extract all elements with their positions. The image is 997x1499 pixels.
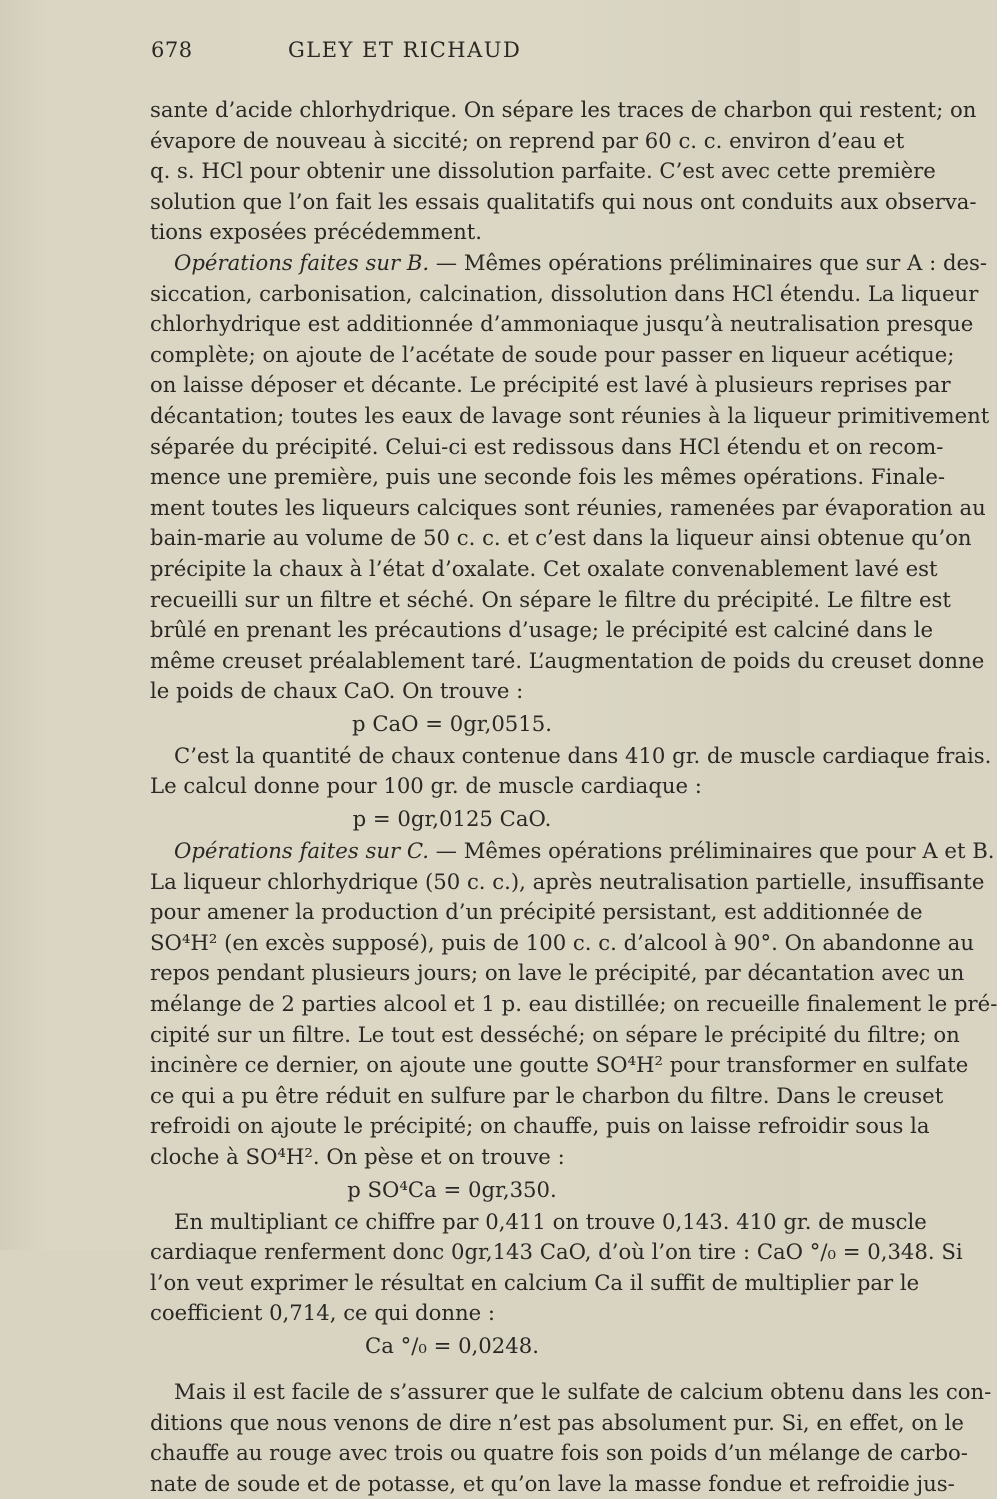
spacer (150, 1363, 742, 1377)
text-line: Mais il est facile de s’assurer que le sulfate de calcium obtenu dans les con- (174, 1378, 992, 1404)
body-text (150, 95, 997, 1499)
section-lead-italic: Opérations faites sur B. (174, 249, 430, 275)
formula: p = 0gr,0125 CaO. (352, 806, 552, 832)
text-line: bain-marie au volume de 50 c. c. et c’est dans la liqueur ainsi obtenue qu’on (150, 525, 972, 551)
text-line: pour amener la production d’un précipité persistant, est additionnée de (150, 899, 923, 925)
paragraph-lead-line (150, 836, 995, 867)
text-line: évapore de nouveau à siccité; on reprend par 60 c. c. environ d’eau et (150, 127, 905, 153)
text-line: cloche à SO⁴H². On pèse et on trouve : (150, 1144, 565, 1169)
text-line: précipite la chaux à l’état d’oxalate. Cet oxalate convenablement lavé est (150, 555, 938, 581)
text-line: coefficient 0,714, ce qui donne : (150, 1300, 496, 1326)
running-title: GLEY ET RICHAUD (288, 38, 522, 62)
text-line: q. s. HCl pour obtenir une dissolution parfaite. C’est avec cette première (150, 158, 936, 184)
text-line: refroidi on ajoute le précipité; on chauffe, puis on laisse refroidir sous la (150, 1113, 930, 1139)
page-header (0, 38, 800, 68)
section-lead-italic: Opérations faites sur C. (174, 838, 430, 864)
text-line: tions exposées précédemment. (150, 219, 483, 245)
text-line: même creuset préalablement taré. L’augmentation de poids du creuset donne (150, 647, 985, 673)
text-line: nate de soude et de potasse, et qu’on lave la masse fondue et refroidie jus- (150, 1470, 955, 1496)
text-fragment: — Mêmes opérations préliminaires que pour A et B. (435, 838, 995, 864)
page-number: 678 (151, 38, 193, 62)
text-line: siccation, carbonisation, calcination, dissolution dans HCl étendu. La liqueur (150, 280, 979, 306)
text-line: ce qui a pu être réduit en sulfure par le charbon du filtre. Dans le creuset (150, 1082, 944, 1108)
text-line: séparée du précipité. Celui-ci est redissous dans HCl étendu et on recom- (150, 433, 944, 459)
text-line: repos pendant plusieurs jours; on lave le précipité, par décantation avec un (150, 960, 965, 986)
text-fragment: — Mêmes opérations préliminaires que sur A : des- (435, 249, 988, 275)
text-line: mence une première, puis une seconde fois les mêmes opérations. Finale- (150, 464, 946, 490)
formula: p SO⁴Ca = 0gr,350. (347, 1176, 557, 1202)
text-line: complète; on ajoute de l’acétate de soude pour passer en liqueur acétique; (150, 341, 955, 367)
text-line: incinère ce dernier, on ajoute une goutte SO⁴H² pour transformer en sulfate (150, 1052, 969, 1078)
text-line: Le calcul donne pour 100 gr. de muscle cardiaque : (150, 773, 702, 799)
text-line: décantation; toutes les eaux de lavage sont réunies à la liqueur primitivement (150, 402, 990, 428)
text-line: cipité sur un filtre. Le tout est desséché; on sépare le précipité du filtre; on (150, 1021, 960, 1047)
text-line: ment toutes les liqueurs calciques sont réunies, ramenées par évaporation au (150, 494, 986, 520)
text-line: l’on veut exprimer le résultat en calcium Ca il suffit de multiplier par le (150, 1269, 920, 1295)
text-line: SO⁴H² (en excès supposé), puis de 100 c. c. d’alcool à 90°. On abandonne au (150, 929, 974, 955)
text-line: on laisse déposer et décante. Le précipité est lavé à plusieurs reprises par (150, 372, 951, 398)
text-line: chauffe au rouge avec trois ou quatre fois son poids d’un mélange de carbo- (150, 1440, 968, 1466)
text-line: mélange de 2 parties alcool et 1 p. eau distillée; on recueille finalement le pré- (150, 991, 997, 1017)
text-line: La liqueur chlorhydrique (50 c. c.), après neutralisation partielle, insuffisante (150, 868, 985, 894)
paragraph-lead-line (150, 248, 988, 279)
text-line: solution que l’on fait les essais qualitatifs qui nous ont conduits aux observa- (150, 188, 977, 214)
text-line: En multipliant ce chiffre par 0,411 on trouve 0,143. 410 gr. de muscle (174, 1208, 927, 1234)
text-line: sante d’acide chlorhydrique. On sépare les traces de charbon qui restent; on (150, 97, 977, 122)
text-line: chlorhydrique est additionnée d’ammoniaque jusqu’à neutralisation presque (150, 311, 974, 337)
text-line: ditions que nous venons de dire n’est pas absolument pur. Si, en effet, on le (150, 1409, 964, 1435)
text-line: recueilli sur un filtre et séché. On sépare le filtre du précipité. Le filtre est (150, 586, 951, 612)
text-line: cardiaque renferment donc 0gr,143 CaO, d’où l’on tire : CaO °/₀ = 0,348. Si (150, 1239, 963, 1265)
formula: p CaO = 0gr,0515. (352, 710, 552, 736)
text-line: brûlé en prenant les précautions d’usage; le précipité est calciné dans le (150, 617, 934, 643)
text-line: le poids de chaux CaO. On trouve : (150, 678, 524, 704)
formula: Ca °/₀ = 0,0248. (365, 1332, 539, 1358)
text-line: C’est la quantité de chaux contenue dans 410 gr. de muscle cardiaque frais. (174, 742, 992, 768)
